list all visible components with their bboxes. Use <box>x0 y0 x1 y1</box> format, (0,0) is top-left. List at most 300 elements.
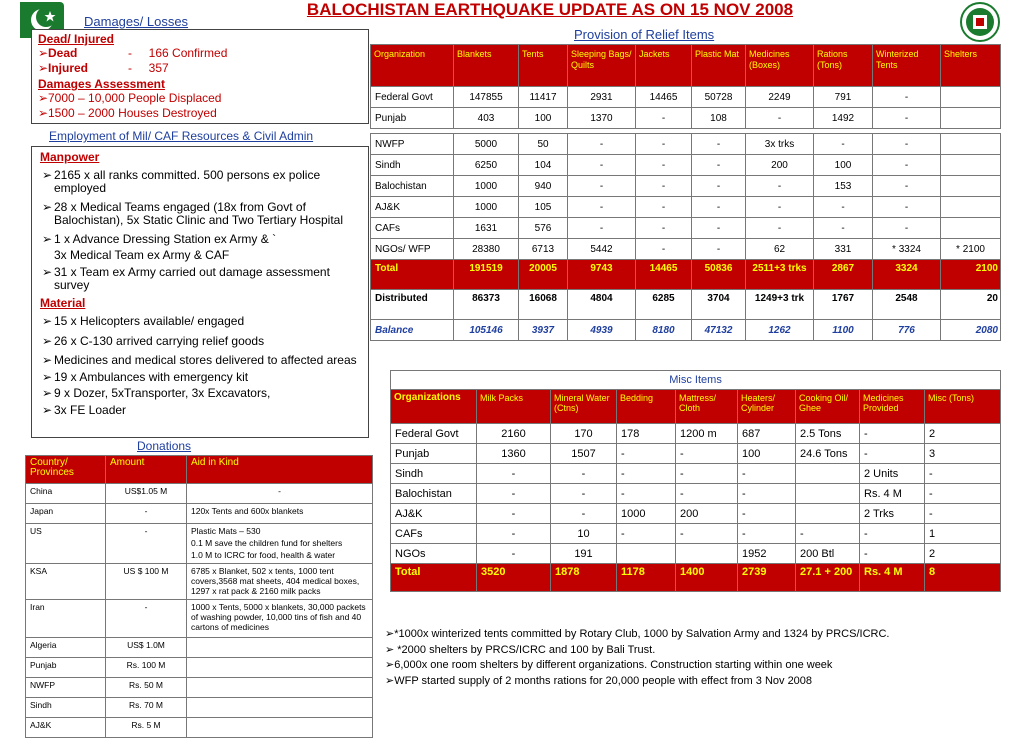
misc-header-cell: Mineral Water (Ctns) <box>551 390 617 424</box>
misc-cell: 10 <box>551 524 617 544</box>
relief-cell: NWFP <box>371 134 454 155</box>
donation-aid-line: 6785 x Blanket, 502 x tents, 1000 tent covers,3568 mat sheets, 404 medical boxes, 1297 x rat pack & 2160 milk packs <box>191 566 360 596</box>
misc-cell: - <box>925 464 1001 484</box>
relief-cell: - <box>692 197 746 218</box>
material-item-text: Medicines and medical stores delivered to affected areas <box>54 353 357 367</box>
misc-cell: NGOs <box>391 544 477 564</box>
misc-row <box>391 424 1001 444</box>
relief-total-cell: 2867 <box>814 260 873 290</box>
relief-cell: - <box>568 197 636 218</box>
relief-cell: 1492 <box>814 108 873 129</box>
relief-cell <box>941 218 1001 239</box>
misc-cell: - <box>617 484 676 504</box>
relief-balance-cell: Balance <box>371 320 454 341</box>
relief-total-cell: 14465 <box>636 260 692 290</box>
misc-cell: - <box>860 424 925 444</box>
footnote <box>385 627 889 643</box>
relief-cell: 153 <box>814 176 873 197</box>
relief-cell: 100 <box>519 108 568 129</box>
relief-distributed-cell: 86373 <box>454 290 519 320</box>
misc-cell: Balochistan <box>391 484 477 504</box>
manpower-heading: Manpower <box>40 150 100 164</box>
relief-cell: CAFs <box>371 218 454 239</box>
misc-cell: 191 <box>551 544 617 564</box>
relief-cell: - <box>568 155 636 176</box>
material-item: ➢ 3x FE Loader <box>42 402 127 417</box>
donation-amount: US$1.05 M <box>106 484 187 504</box>
relief-cell: 6250 <box>454 155 519 176</box>
relief-cell: 1000 <box>454 176 519 197</box>
misc-cell: Punjab <box>391 444 477 464</box>
misc-cell: 1952 <box>738 544 796 564</box>
donation-aid <box>187 698 373 718</box>
relief-balance-cell: 1262 <box>746 320 814 341</box>
relief-cell: Federal Govt <box>371 87 454 108</box>
relief-cell: 14465 <box>636 87 692 108</box>
misc-header-cell: Organizations <box>391 390 477 424</box>
misc-cell: CAFs <box>391 524 477 544</box>
misc-cell: Federal Govt <box>391 424 477 444</box>
relief-total-cell: Total <box>371 260 454 290</box>
donation-country: KSA <box>26 564 106 600</box>
relief-distributed-cell: 4804 <box>568 290 636 320</box>
damages-box <box>31 29 369 124</box>
misc-cell: - <box>738 524 796 544</box>
ndma-emblem-icon <box>960 2 1000 42</box>
assessment-item: ➢1500 – 2000 Houses Destroyed <box>38 106 217 120</box>
donation-amount: US $ 100 M <box>106 564 187 600</box>
donations-row <box>26 600 373 638</box>
donations-header-cell: Aid in Kind <box>187 456 373 484</box>
arrow-icon: ➢ <box>385 674 395 687</box>
misc-title-row <box>391 371 1001 390</box>
misc-cell: - <box>860 544 925 564</box>
relief-cell: - <box>636 176 692 197</box>
donation-aid <box>187 678 373 698</box>
page-title: BALOCHISTAN EARTHQUAKE UPDATE AS ON 15 NOV 2008 <box>306 0 794 19</box>
relief-cell: - <box>814 197 873 218</box>
relief-cell: - <box>814 218 873 239</box>
misc-header-cell: Bedding <box>617 390 676 424</box>
relief-cell: - <box>636 108 692 129</box>
relief-total-cell: 3324 <box>873 260 941 290</box>
relief-cell: - <box>873 197 941 218</box>
relief-cell: - <box>692 155 746 176</box>
misc-cell <box>617 544 676 564</box>
misc-cell: - <box>676 524 738 544</box>
donations-row <box>26 678 373 698</box>
footnotes <box>385 627 889 689</box>
misc-total-cell: Rs. 4 M <box>860 564 925 592</box>
relief-cell: 62 <box>746 239 814 260</box>
manpower-item-text: 1 x Advance Dressing Station ex Army & ` <box>54 232 277 246</box>
misc-cell: - <box>477 464 551 484</box>
donation-aid-line: - <box>278 486 281 496</box>
footnote <box>385 674 889 690</box>
employment-heading: Employment of Mil/ CAF Resources & Civil Admin <box>49 129 314 143</box>
misc-cell <box>676 544 738 564</box>
donations-row <box>26 658 373 678</box>
misc-total-row <box>391 564 1001 592</box>
relief-cell: - <box>873 108 941 129</box>
misc-cell: 1000 <box>617 504 676 524</box>
relief-header-cell: Blankets <box>454 45 519 87</box>
relief-distributed-cell: 16068 <box>519 290 568 320</box>
donation-country: Iran <box>26 600 106 638</box>
misc-cell: - <box>796 524 860 544</box>
material-item-text: 15 x Helicopters available/ engaged <box>54 314 245 328</box>
misc-cell: 1507 <box>551 444 617 464</box>
relief-header-cell: Plastic Mat <box>692 45 746 87</box>
misc-row <box>391 524 1001 544</box>
misc-cell: - <box>925 504 1001 524</box>
donations-row <box>26 524 373 564</box>
material-heading: Material <box>40 296 86 310</box>
relief-cell <box>941 155 1001 176</box>
relief-cell: 3x trks <box>746 134 814 155</box>
donations-row <box>26 718 373 738</box>
relief-cell: - <box>636 218 692 239</box>
relief-heading: Provision of Relief Items <box>574 27 715 42</box>
donation-aid-line: 0.1 M save the children fund for shelters <box>191 538 343 548</box>
misc-cell: 2160 <box>477 424 551 444</box>
relief-cell: - <box>692 176 746 197</box>
misc-header-cell: Mattress/ Cloth <box>676 390 738 424</box>
misc-cell: 2.5 Tons <box>796 424 860 444</box>
misc-header-cell: Misc (Tons) <box>925 390 1001 424</box>
assessment-item-text: 7000 – 10,000 People Displaced <box>48 91 222 105</box>
relief-cell <box>941 134 1001 155</box>
misc-cell: 2 Trks <box>860 504 925 524</box>
relief-cell <box>941 108 1001 129</box>
material-item-text: 3x FE Loader <box>54 402 127 417</box>
donations-header-cell: Amount <box>106 456 187 484</box>
donations-row <box>26 504 373 524</box>
relief-cell: Balochistan <box>371 176 454 197</box>
misc-header-row <box>391 390 1001 424</box>
relief-header-cell: Sleeping Bags/ Quilts <box>568 45 636 87</box>
misc-cell: 24.6 Tons <box>796 444 860 464</box>
relief-cell: 100 <box>814 155 873 176</box>
donation-country: Japan <box>26 504 106 524</box>
donations-header-row <box>26 456 373 484</box>
relief-cell: - <box>692 218 746 239</box>
relief-balance-cell: 776 <box>873 320 941 341</box>
relief-distributed-cell: 1767 <box>814 290 873 320</box>
assessment-item: ➢7000 – 10,000 People Displaced <box>38 91 222 105</box>
relief-cell: - <box>873 134 941 155</box>
relief-row <box>371 239 1001 260</box>
relief-cell: - <box>873 87 941 108</box>
relief-cell: * 2100 <box>941 239 1001 260</box>
misc-cell: - <box>738 484 796 504</box>
relief-cell: - <box>568 134 636 155</box>
misc-cell: 687 <box>738 424 796 444</box>
relief-cell: - <box>814 134 873 155</box>
relief-cell: - <box>873 218 941 239</box>
donation-amount: Rs. 100 M <box>106 658 187 678</box>
relief-cell: 2931 <box>568 87 636 108</box>
misc-cell: 170 <box>551 424 617 444</box>
misc-header-cell: Milk Packs <box>477 390 551 424</box>
misc-total-cell: 1878 <box>551 564 617 592</box>
donation-country: Sindh <box>26 698 106 718</box>
relief-total-cell: 9743 <box>568 260 636 290</box>
relief-cell: 50728 <box>692 87 746 108</box>
misc-row <box>391 484 1001 504</box>
arrow-icon: ➢ <box>385 659 395 671</box>
donation-aid <box>187 564 373 600</box>
relief-cell: - <box>636 197 692 218</box>
misc-cell: - <box>617 524 676 544</box>
relief-balance-cell: 1100 <box>814 320 873 341</box>
relief-cell: 1000 <box>454 197 519 218</box>
donation-aid-line: Plastic Mats – 530 <box>191 526 261 536</box>
material-item: ➢ 26 x C-130 arrived carrying relief goods <box>42 333 265 348</box>
relief-total-cell: 50836 <box>692 260 746 290</box>
misc-cell: - <box>551 484 617 504</box>
relief-distributed-cell: 2548 <box>873 290 941 320</box>
relief-cell: 403 <box>454 108 519 129</box>
relief-table <box>370 44 1001 341</box>
footnote-text: *2000 shelters by PRCS/ICRC and 100 by Bali Trust. <box>394 643 656 656</box>
relief-cell: - <box>568 218 636 239</box>
misc-cell: - <box>477 544 551 564</box>
relief-cell: 6713 <box>519 239 568 260</box>
misc-cell: 1360 <box>477 444 551 464</box>
relief-cell: - <box>568 176 636 197</box>
misc-cell: 2 Units <box>860 464 925 484</box>
relief-row <box>371 87 1001 108</box>
misc-cell: - <box>738 464 796 484</box>
relief-total-cell: 2511+3 trks <box>746 260 814 290</box>
donations-row <box>26 564 373 600</box>
relief-total-cell: 2100 <box>941 260 1001 290</box>
relief-balance-cell: 4939 <box>568 320 636 341</box>
injured-label: Injured <box>48 61 89 75</box>
donations-header-cell: Country/ Provinces <box>26 456 106 484</box>
relief-cell: 105 <box>519 197 568 218</box>
relief-cell: - <box>636 239 692 260</box>
misc-cell: 200 Btl <box>796 544 860 564</box>
footnote-text: WFP started supply of 2 months rations for 20,000 people with effect from 3 Nov 2008 <box>394 674 813 687</box>
relief-row <box>371 218 1001 239</box>
misc-cell: AJ&K <box>391 504 477 524</box>
donation-aid-line: 120x Tents and 600x blankets <box>191 506 304 516</box>
misc-cell: 178 <box>617 424 676 444</box>
relief-cell <box>941 176 1001 197</box>
relief-distributed-row <box>371 290 1001 320</box>
misc-cell <box>796 504 860 524</box>
relief-row <box>371 176 1001 197</box>
donation-country: AJ&K <box>26 718 106 738</box>
misc-total-cell: 2739 <box>738 564 796 592</box>
misc-row <box>391 464 1001 484</box>
relief-distributed-cell: 6285 <box>636 290 692 320</box>
relief-cell <box>941 87 1001 108</box>
relief-cell: 11417 <box>519 87 568 108</box>
misc-total-cell: 3520 <box>477 564 551 592</box>
relief-cell: 2249 <box>746 87 814 108</box>
misc-cell: - <box>477 504 551 524</box>
misc-cell: - <box>617 464 676 484</box>
donation-aid <box>187 718 373 738</box>
misc-cell: - <box>477 524 551 544</box>
relief-cell: - <box>746 197 814 218</box>
donation-amount: Rs. 70 M <box>106 698 187 718</box>
donation-aid <box>187 658 373 678</box>
relief-cell: - <box>692 239 746 260</box>
relief-total-cell: 20005 <box>519 260 568 290</box>
arrow-icon: ➢ <box>385 643 395 656</box>
footnote <box>385 658 889 674</box>
misc-cell <box>796 464 860 484</box>
relief-balance-cell: 47132 <box>692 320 746 341</box>
relief-cell: 791 <box>814 87 873 108</box>
material-item: ➢ 15 x Helicopters available/ engaged <box>42 314 245 328</box>
relief-cell: 1370 <box>568 108 636 129</box>
relief-cell: 147855 <box>454 87 519 108</box>
misc-cell: 100 <box>738 444 796 464</box>
misc-cell: - <box>676 444 738 464</box>
donation-amount: US$ 1.0M <box>106 638 187 658</box>
relief-cell <box>941 197 1001 218</box>
donation-aid-line: 1.0 M to ICRC for food, health & water <box>191 550 336 560</box>
relief-total-row <box>371 260 1001 290</box>
relief-distributed-cell: 20 <box>941 290 1001 320</box>
manpower-item-text: 28 x Medical Teams engaged (18x from Govt of Balochistan), 5x Static Clinic and Two Tertiary Hospital <box>54 200 344 227</box>
damages-heading: Damages/ Losses <box>84 14 189 29</box>
relief-header-cell: Organization <box>371 45 454 87</box>
misc-total-cell: 1178 <box>617 564 676 592</box>
donation-aid-line: 1000 x Tents, 5000 x blankets, 30,000 packets of washing powder, 10,000 tins of fish and 40 cartons of medicines <box>191 602 366 632</box>
misc-cell: 1 <box>925 524 1001 544</box>
relief-distributed-cell: Distributed <box>371 290 454 320</box>
misc-cell <box>796 484 860 504</box>
relief-balance-cell: 8180 <box>636 320 692 341</box>
donation-aid <box>187 484 373 504</box>
misc-cell: Sindh <box>391 464 477 484</box>
donation-country: Punjab <box>26 658 106 678</box>
relief-cell: 50 <box>519 134 568 155</box>
relief-header-cell: Jackets <box>636 45 692 87</box>
relief-cell: 940 <box>519 176 568 197</box>
misc-header-cell: Medicines Provided <box>860 390 925 424</box>
relief-row <box>371 134 1001 155</box>
donations-row <box>26 638 373 658</box>
relief-cell: * 3324 <box>873 239 941 260</box>
material-item: ➢ Medicines and medical stores delivered to affected areas <box>42 353 357 367</box>
donation-amount: - <box>106 504 187 524</box>
relief-cell: - <box>873 176 941 197</box>
relief-header-cell: Tents <box>519 45 568 87</box>
relief-cell: 28380 <box>454 239 519 260</box>
footnote-text: *1000x winterized tents committed by Rotary Club, 1000 by Salvation Army and 1324 by PRCS/ICRC. <box>394 628 890 640</box>
relief-cell: - <box>873 155 941 176</box>
dead-line: ➢Dead - 166 Confirmed <box>38 46 228 60</box>
relief-balance-cell: 2080 <box>941 320 1001 341</box>
misc-table <box>390 370 1001 592</box>
relief-cell: Sindh <box>371 155 454 176</box>
manpower-item: ➢ 31 x Team ex Army carried out damage assessment survey <box>42 265 330 292</box>
dead-sep: - <box>128 46 132 60</box>
donation-country: Algeria <box>26 638 106 658</box>
donation-aid <box>187 504 373 524</box>
donation-aid <box>187 600 373 638</box>
misc-cell: - <box>617 444 676 464</box>
manpower-item-text: 31 x Team ex Army carried out damage assessment survey <box>54 265 330 292</box>
relief-cell: 576 <box>519 218 568 239</box>
misc-cell: - <box>860 524 925 544</box>
misc-row <box>391 504 1001 524</box>
misc-cell: - <box>676 484 738 504</box>
dead-injured-heading: Dead/ Injured <box>38 32 115 46</box>
misc-cell: - <box>551 464 617 484</box>
donations-row <box>26 698 373 718</box>
relief-cell: Punjab <box>371 108 454 129</box>
injured-value: 357 <box>148 61 169 75</box>
relief-balance-row <box>371 320 1001 341</box>
relief-row <box>371 155 1001 176</box>
manpower-item-text: 2165 x all ranks committed. 500 persons ex police employed <box>54 168 321 195</box>
manpower-item: ➢ 28 x Medical Teams engaged (18x from Govt of Balochistan), 5x Static Clinic and Two Tertiary Hospital <box>42 200 344 227</box>
misc-total-cell: 8 <box>925 564 1001 592</box>
manpower-item: ➢ 2165 x all ranks committed. 500 persons ex police employed <box>42 168 321 195</box>
misc-cell: - <box>676 464 738 484</box>
relief-cell: 5000 <box>454 134 519 155</box>
relief-row <box>371 197 1001 218</box>
relief-balance-cell: 3937 <box>519 320 568 341</box>
assessment-item-text: 1500 – 2000 Houses Destroyed <box>48 106 217 120</box>
material-item-text: 26 x C-130 arrived carrying relief goods <box>54 333 265 348</box>
relief-cell: 108 <box>692 108 746 129</box>
misc-cell: 1200 m <box>676 424 738 444</box>
relief-cell: - <box>746 176 814 197</box>
donation-aid <box>187 524 373 564</box>
damages-assessment-heading: Damages Assessment <box>38 77 165 91</box>
misc-row <box>391 444 1001 464</box>
donations-table <box>25 455 373 738</box>
donation-amount: - <box>106 600 187 638</box>
misc-header-cell: Cooking Oil/ Ghee <box>796 390 860 424</box>
relief-distributed-cell: 3704 <box>692 290 746 320</box>
donation-country: NWFP <box>26 678 106 698</box>
misc-cell: - <box>551 504 617 524</box>
manpower-continuation: 3x Medical Team ex Army & CAF <box>54 247 230 262</box>
relief-header-cell: Rations (Tons) <box>814 45 873 87</box>
donation-country: China <box>26 484 106 504</box>
misc-cell: - <box>925 484 1001 504</box>
relief-cell: - <box>692 134 746 155</box>
misc-cell: - <box>738 504 796 524</box>
donations-heading: Donations <box>137 439 192 453</box>
misc-header-cell: Heaters/ Cylinder <box>738 390 796 424</box>
misc-row <box>391 544 1001 564</box>
relief-cell: 104 <box>519 155 568 176</box>
misc-cell: - <box>860 444 925 464</box>
relief-header-cell: Medicines (Boxes) <box>746 45 814 87</box>
relief-cell: - <box>746 108 814 129</box>
relief-cell: NGOs/ WFP <box>371 239 454 260</box>
injured-sep: - <box>128 61 132 75</box>
employment-box <box>31 146 369 438</box>
misc-total-cell: Total <box>391 564 477 592</box>
donation-amount: - <box>106 524 187 564</box>
relief-row <box>371 108 1001 129</box>
misc-cell: 2 <box>925 544 1001 564</box>
manpower-item: ➢ 1 x Advance Dressing Station ex Army & ` <box>42 232 277 246</box>
donation-amount: Rs. 50 M <box>106 678 187 698</box>
